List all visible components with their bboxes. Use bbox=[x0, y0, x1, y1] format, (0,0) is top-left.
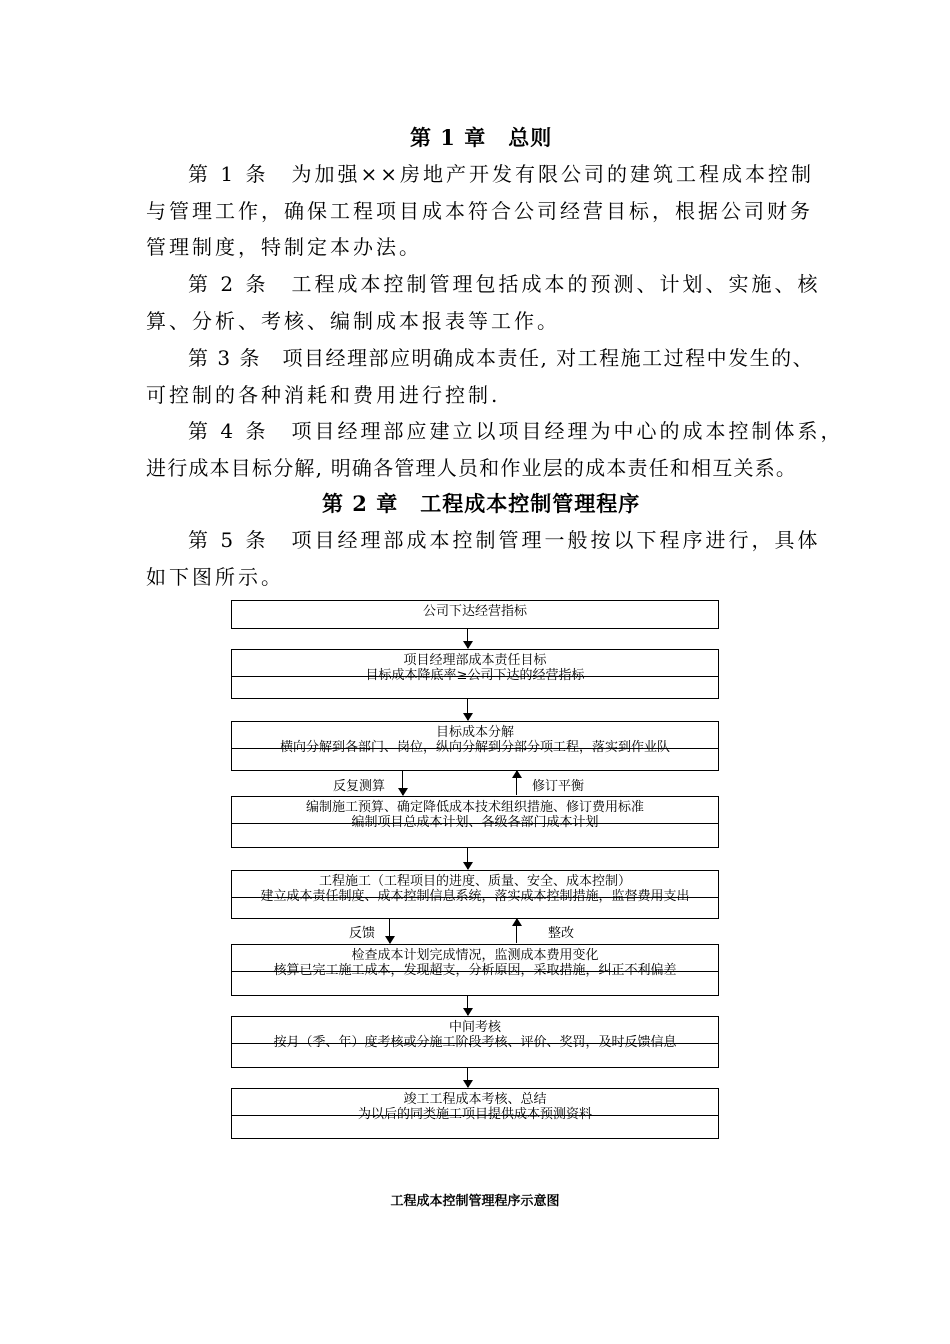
flow-box-4-divider bbox=[232, 823, 718, 824]
flow-box-8-line-2: 为以后的同类施工项目提供成本预测资料 bbox=[357, 1107, 592, 1122]
flow-box-8-line-1: 竣工工程成本考核、总结 bbox=[403, 1092, 547, 1107]
article-1-line-2: 与管理工作，确保工程项目成本符合公司经营目标，根据公司财务 bbox=[146, 199, 813, 223]
flow-box-4-line-1: 编制施工预算、确定降低成本技术组织措施、修订费用标准 bbox=[305, 800, 644, 815]
arrow-down-recalc bbox=[402, 771, 403, 795]
flow-box-5-line-1: 工程施工（工程项目的进度、质量、安全、成本控制） bbox=[318, 874, 631, 889]
arrow-down-feedback bbox=[389, 919, 390, 943]
flow-box-2-divider bbox=[232, 676, 718, 677]
arrow-down-7 bbox=[467, 1068, 468, 1087]
chapter-1-title: 第 1 章 总则 bbox=[410, 125, 553, 150]
flow-box-6 bbox=[231, 944, 719, 996]
flow-box-3 bbox=[231, 721, 719, 771]
chapter-2-title: 第 2 章 工程成本控制管理程序 bbox=[322, 491, 641, 516]
article-2-line-2: 算、分析、考核、编制成本报表等工作。 bbox=[146, 309, 560, 333]
flow-box-5-line-2: 建立成本责任制度、成本控制信息系统，落实成本控制措施，监督费用支出 bbox=[260, 889, 690, 904]
label-recalc: 反复测算 bbox=[333, 779, 386, 794]
article-1-line-3: 管理制度，特制定本办法。 bbox=[146, 235, 422, 259]
arrow-down-1 bbox=[467, 629, 468, 648]
flow-box-7-line-1: 中间考核 bbox=[448, 1020, 501, 1035]
flow-box-6-line-2: 核算已完工施工成本，发现超支，分析原因，采取措施，纠正不利偏差 bbox=[273, 963, 677, 978]
flow-box-4 bbox=[231, 796, 719, 848]
label-feedback: 反馈 bbox=[349, 926, 376, 941]
arrow-up-revise bbox=[516, 771, 517, 795]
flow-box-2-line-1: 项目经理部成本责任目标 bbox=[403, 653, 547, 668]
article-5-line-2: 如下图所示。 bbox=[146, 565, 284, 589]
article-4-line-2: 进行成本目标分解, 明确各管理人员和作业层的成本责任和相互关系。 bbox=[146, 456, 798, 480]
flow-box-7 bbox=[231, 1016, 719, 1068]
flow-box-4-line-2: 编制项目总成本计划、各级各部门成本计划 bbox=[351, 815, 599, 830]
flow-box-6-divider bbox=[232, 971, 718, 972]
article-3-line-1: 第 3 条 项目经理部应明确成本责任, 对工程施工过程中发生的、 bbox=[188, 346, 815, 370]
flow-box-3-divider bbox=[232, 748, 718, 749]
flow-box-1 bbox=[231, 600, 719, 629]
flow-box-3-line-1: 目标成本分解 bbox=[435, 725, 514, 740]
arrow-down-4 bbox=[467, 848, 468, 869]
flow-box-5-divider bbox=[232, 897, 718, 898]
article-3-line-2: 可控制的各种消耗和费用进行控制. bbox=[146, 383, 501, 407]
article-4-line-1: 第 4 条 项目经理部应建立以项目经理为中心的成本控制体系， bbox=[188, 419, 844, 443]
flow-box-8 bbox=[231, 1088, 719, 1139]
article-5-line-1: 第 5 条 项目经理部成本控制管理一般按以下程序进行，具体 bbox=[188, 528, 821, 552]
flow-box-6-line-1: 检查成本计划完成情况，监测成本费用变化 bbox=[351, 948, 599, 963]
label-revise: 修订平衡 bbox=[532, 779, 585, 794]
arrow-down-2 bbox=[467, 699, 468, 720]
flow-box-7-line-2: 按月（季、年）度考核或分施工阶段考核、评价、奖罚，及时反馈信息 bbox=[273, 1035, 677, 1050]
flow-box-5 bbox=[231, 870, 719, 919]
label-rectify: 整改 bbox=[548, 926, 575, 941]
flow-box-8-divider bbox=[232, 1115, 718, 1116]
article-2-line-1: 第 2 条 工程成本控制管理包括成本的预测、计划、实施、核 bbox=[188, 272, 821, 296]
arrow-up-rectify bbox=[516, 919, 517, 943]
flow-box-2 bbox=[231, 649, 719, 699]
article-1-line-1: 第 1 条 为加强××房地产开发有限公司的建筑工程成本控制 bbox=[188, 162, 814, 186]
flow-box-3-line-2: 横向分解到各部门、岗位，纵向分解到分部分项工程，落实到作业队 bbox=[279, 740, 670, 755]
flow-box-2-line-2: 目标成本降底率≥公司下达的经营指标 bbox=[365, 668, 585, 683]
flowchart-caption: 工程成本控制管理程序示意图 bbox=[390, 1194, 560, 1209]
arrow-down-6 bbox=[467, 996, 468, 1015]
flow-box-7-divider bbox=[232, 1043, 718, 1044]
flow-box-1-line-1: 公司下达经营指标 bbox=[422, 604, 527, 619]
